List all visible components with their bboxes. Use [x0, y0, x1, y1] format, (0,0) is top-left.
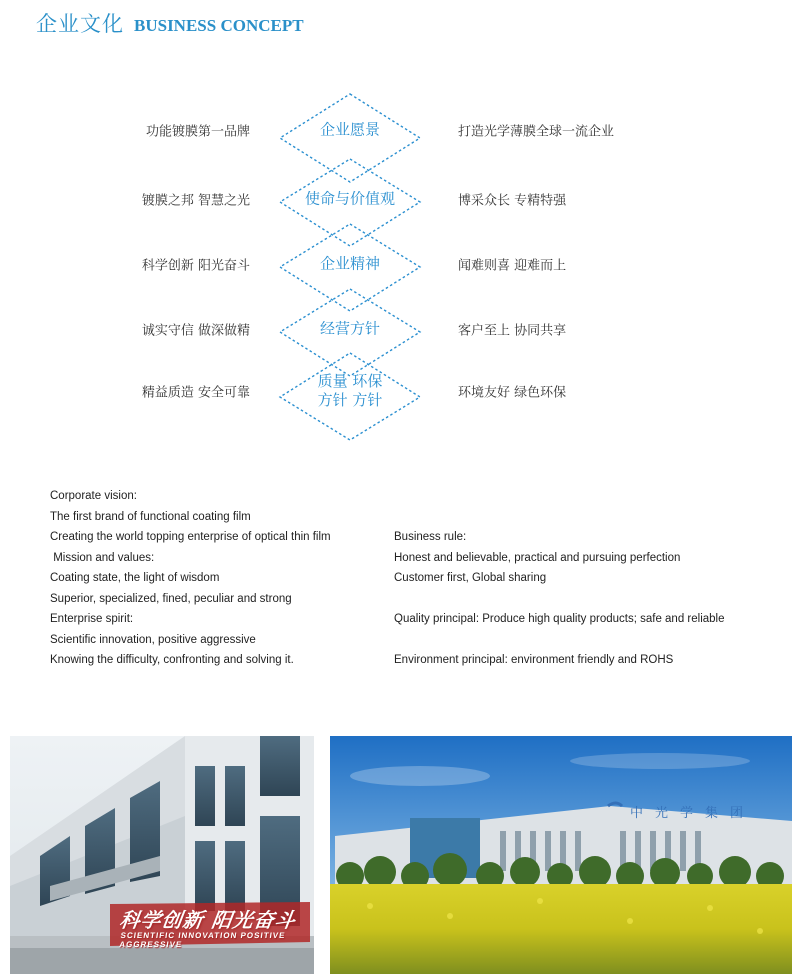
text-line: Business rule: [394, 531, 467, 543]
factory-photo [330, 736, 792, 974]
text-line: Mission and values: [50, 551, 155, 564]
concept-left: 镀膜之邦 智慧之光 [141, 193, 250, 209]
concept-left: 精益质造 安全可靠 [141, 385, 250, 401]
text-line: Enterprise spirit: [50, 613, 134, 625]
concept-row [0, 361, 800, 421]
page-title-cn: 企业文化 [36, 12, 124, 36]
factory-illustration [330, 736, 792, 974]
text-line: Honest and believable, practical and pursuing perfection [394, 551, 681, 564]
concept-row [0, 299, 800, 359]
concept-right: 博采众长 专精特强 [458, 193, 567, 209]
text-line [394, 486, 774, 507]
factory-sign-text: 中光学集团 [630, 806, 756, 821]
concept-right: 闻难则喜 迎难而上 [458, 258, 567, 274]
concept-diagram [0, 80, 800, 460]
text-line: Customer first, Global sharing [394, 572, 547, 584]
text-line: Environment principal: environment friendly and ROHS [394, 654, 674, 666]
concept-row [0, 234, 800, 294]
concept-left: 功能镀膜第一品牌 [145, 124, 250, 140]
page-title-en: BUSINESS CONCEPT [134, 16, 304, 35]
concept-right: 客户至上 协同共享 [458, 323, 567, 339]
text-line: Scientific innovation, positive aggressive [50, 633, 256, 646]
concept-center: 使命与价值观 [304, 189, 395, 208]
concept-center: 质量 环保 方针 方针 [317, 372, 383, 409]
building-photo [10, 736, 314, 974]
concept-center: 经营方针 [319, 319, 380, 338]
concept-center: 企业愿景 [319, 120, 380, 139]
text-line: Quality principal: Produce high quality products; safe and reliable [394, 613, 725, 625]
concept-right: 环境友好 绿色环保 [458, 385, 567, 401]
building-sign-text-en: SCIENTIFIC INNOVATION POSITIVE AGGRESSIVE [118, 931, 287, 949]
concept-left: 诚实守信 做深做精 [141, 323, 250, 339]
text-line [394, 630, 774, 651]
text-line: The first brand of functional coating film [50, 510, 251, 523]
text-line: Knowing the difficulty, confronting and solving it. [50, 654, 294, 666]
page-header [36, 8, 304, 38]
concept-left: 科学创新 阳光奋斗 [141, 258, 250, 274]
text-line [394, 507, 774, 528]
text-line: Creating the world topping enterprise of optical thin film [50, 531, 331, 543]
concept-right: 打造光学薄膜全球一流企业 [458, 124, 615, 140]
concept-center: 企业精神 [319, 254, 380, 273]
text-line [394, 589, 774, 610]
text-line: Coating state, the light of wisdom [50, 572, 220, 584]
text-line: Superior, specialized, fined, peculiar and strong [50, 592, 292, 605]
concept-row [0, 169, 800, 229]
concept-row [0, 100, 800, 160]
english-translation-right [394, 486, 774, 671]
english-translation-left [50, 486, 380, 671]
building-sign-text: 科学创新 阳光奋斗 [118, 908, 298, 932]
text-line: Corporate vision: [50, 490, 137, 502]
